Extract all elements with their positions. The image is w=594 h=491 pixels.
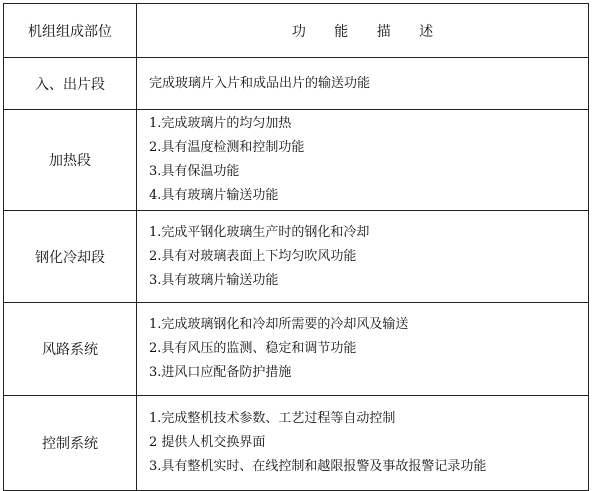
row-part-label: 控制系统 — [4, 396, 137, 491]
row-description — [137, 303, 589, 396]
description-item: 1.完成玻璃片的均匀加热 — [149, 116, 292, 131]
table-header-row — [4, 4, 589, 58]
description-item: 2 提供人机交换界面 — [149, 435, 266, 450]
description-item: 1.完成平钢化玻璃生产时的钢化和冷却 — [149, 224, 370, 240]
description-item: 2.具有对玻璃表面上下均匀吹风功能 — [149, 248, 357, 264]
function-table — [3, 3, 589, 491]
row-part-label: 入、出片段 — [4, 58, 137, 110]
description-item: 2.具有风压的监测、稳定和调节功能 — [149, 341, 357, 356]
row-description — [137, 396, 589, 491]
table-row — [4, 110, 589, 211]
row-part-label: 钢化冷却段 — [4, 211, 137, 303]
header-part: 机组组成部位 — [4, 4, 137, 58]
description-item: 2.具有温度检测和控制功能 — [149, 140, 305, 155]
table-row — [4, 211, 589, 303]
table-row — [4, 303, 589, 396]
description-item: 4.具有玻璃片输送功能 — [149, 188, 279, 203]
row-part-label: 风路系统 — [4, 303, 137, 396]
row-description — [137, 58, 589, 110]
description-item: 1.完成玻璃钢化和冷却所需要的冷却风及输送 — [149, 317, 409, 332]
description-item: 1.完成整机技术参数、工艺过程等自动控制 — [149, 411, 396, 426]
description-item: 3.进风口应配备防护措施 — [149, 365, 292, 380]
table-row — [4, 58, 589, 110]
table-row — [4, 396, 589, 491]
row-description — [137, 211, 589, 303]
description-item: 完成玻璃片入片和成品出片的输送功能 — [149, 75, 371, 91]
description-item: 3.具有保温功能 — [149, 164, 240, 179]
row-description — [137, 110, 589, 211]
description-item: 3.具有整机实时、在线控制和越限报警及事故报警记录功能 — [149, 459, 487, 474]
row-part-label: 加热段 — [4, 110, 137, 211]
header-function: 功 能 描 述 — [137, 4, 589, 58]
description-item: 3.具有玻璃片输送功能 — [149, 272, 279, 288]
